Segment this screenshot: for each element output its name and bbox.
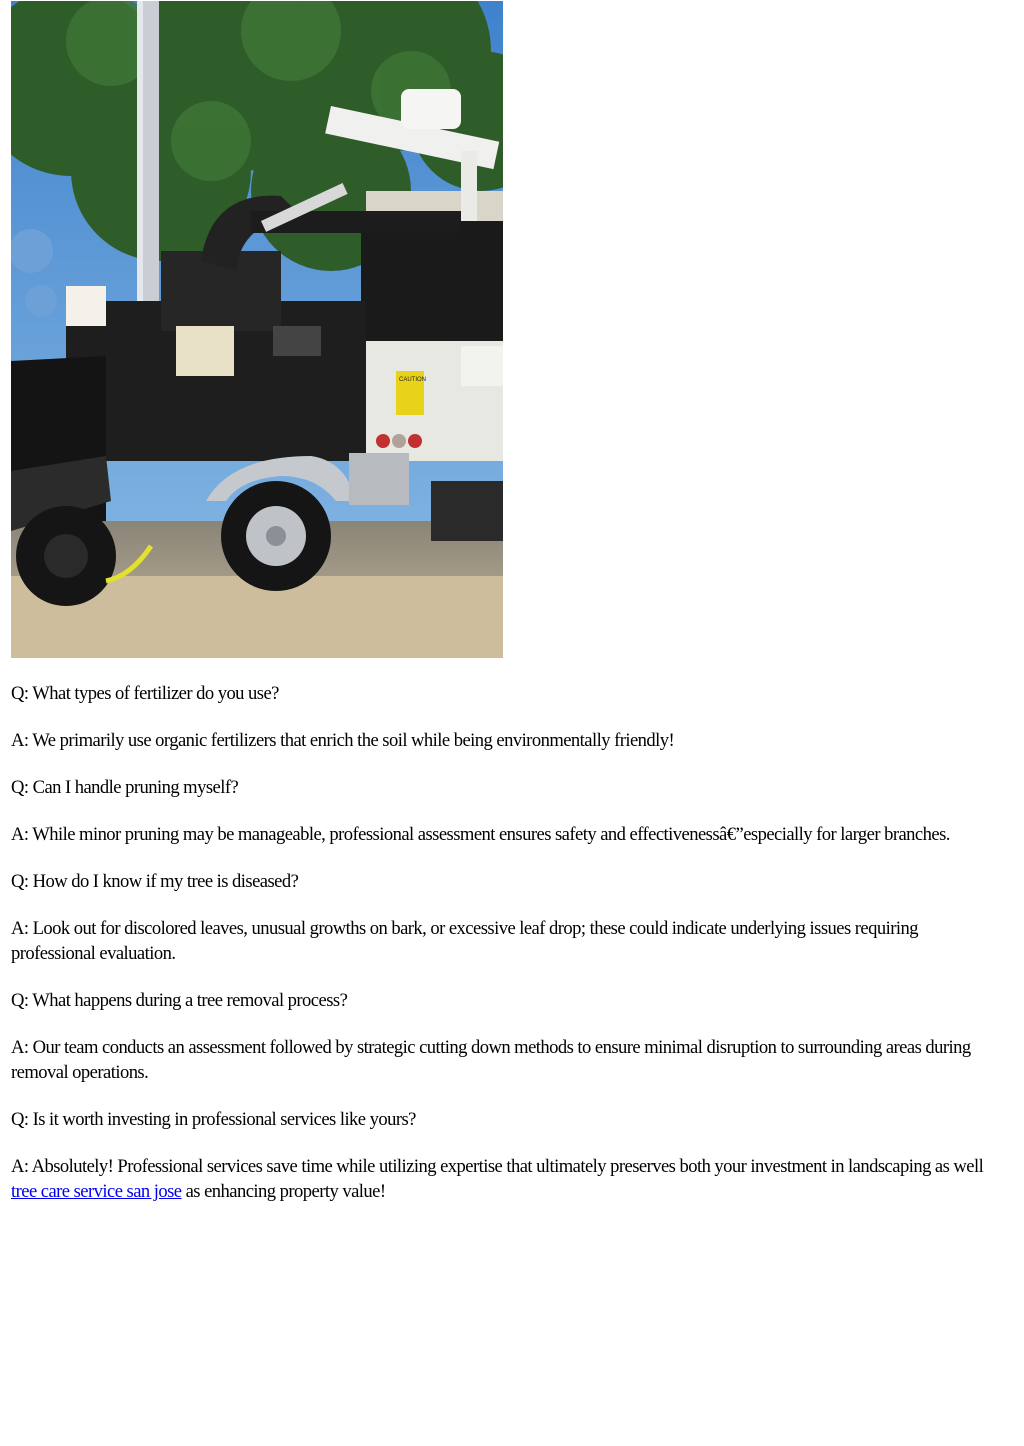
tree-care-service-link[interactable]: tree care service san jose: [11, 1181, 182, 1202]
faq-question-4: Q: What happens during a tree removal process?: [11, 990, 348, 1011]
faq-answer-3: A: Look out for discolored leaves, unusual growths on bark, or excessive leaf drop; these could indicate underlying issues requiring professional evaluation.: [11, 918, 918, 964]
faq-answer-5-text-before: A: Absolutely! Professional services save time while utilizing expertise that ultimately preserves both your investment in landscaping as well: [11, 1156, 984, 1177]
faq-answer-5: [11, 1154, 1001, 1204]
faq-question-5: Q: Is it worth investing in professional services like yours?: [11, 1109, 416, 1130]
faq-answer-2: A: While minor pruning may be manageable, professional assessment ensures safety and effectivenessâ€”especially for larger branches.: [11, 824, 950, 845]
document-page: [11, 0, 1001, 1226]
faq-section: [11, 681, 1001, 1204]
tree-service-truck-photo: [11, 1, 503, 658]
svg-text:CAUTION: CAUTION: [399, 377, 426, 383]
faq-answer-4: A: Our team conducts an assessment followed by strategic cutting down methods to ensure minimal disruption to surrounding areas during removal operations.: [11, 1037, 971, 1083]
faq-question-3: Q: How do I know if my tree is diseased?: [11, 871, 299, 892]
faq-question-1: Q: What types of fertilizer do you use?: [11, 683, 279, 704]
faq-answer-1: A: We primarily use organic fertilizers that enrich the soil while being environmentally friendly!: [11, 730, 675, 751]
faq-question-2: Q: Can I handle pruning myself?: [11, 777, 239, 798]
faq-answer-5-text-after: as enhancing property value!: [181, 1181, 386, 1202]
